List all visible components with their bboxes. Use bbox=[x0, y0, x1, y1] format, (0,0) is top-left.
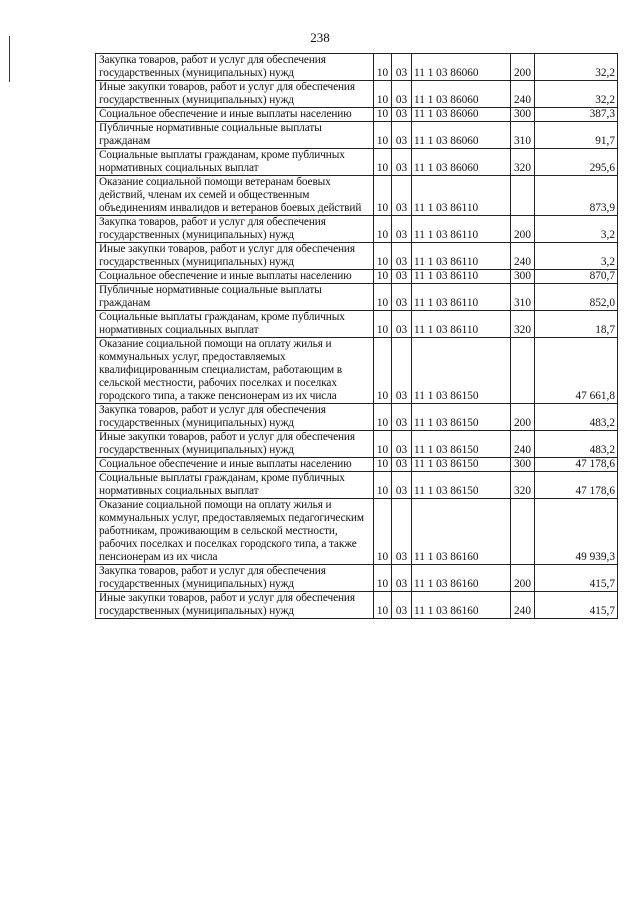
table-row bbox=[96, 592, 618, 619]
target-article-code: 11 1 03 86150 bbox=[412, 338, 511, 404]
expense-name: Социальные выплаты гражданам, кроме публичных нормативных социальных выплат bbox=[96, 149, 374, 176]
table-row bbox=[96, 149, 618, 176]
expense-type-code bbox=[511, 499, 535, 565]
expense-name: Закупка товаров, работ и услуг для обеспечения государственных (муниципальных) нужд bbox=[96, 565, 374, 592]
expense-type-code: 240 bbox=[511, 81, 535, 108]
amount: 870,7 bbox=[535, 270, 618, 284]
subsection-code: 03 bbox=[392, 284, 412, 311]
expense-name: Закупка товаров, работ и услуг для обеспечения государственных (муниципальных) нужд bbox=[96, 216, 374, 243]
amount: 483,2 bbox=[535, 404, 618, 431]
table-row bbox=[96, 243, 618, 270]
expense-name: Иные закупки товаров, работ и услуг для обеспечения государственных (муниципальных) нужд bbox=[96, 592, 374, 619]
section-code: 10 bbox=[374, 54, 392, 81]
table-row bbox=[96, 338, 618, 404]
amount: 415,7 bbox=[535, 592, 618, 619]
target-article-code: 11 1 03 86110 bbox=[412, 311, 511, 338]
expense-type-code: 320 bbox=[511, 149, 535, 176]
expense-type-code: 320 bbox=[511, 472, 535, 499]
section-code: 10 bbox=[374, 176, 392, 216]
amount: 32,2 bbox=[535, 54, 618, 81]
expense-name: Социальное обеспечение и иные выплаты населению bbox=[96, 108, 374, 122]
amount: 483,2 bbox=[535, 431, 618, 458]
amount: 47 178,6 bbox=[535, 458, 618, 472]
target-article-code: 11 1 03 86060 bbox=[412, 122, 511, 149]
subsection-code: 03 bbox=[392, 108, 412, 122]
amount: 18,7 bbox=[535, 311, 618, 338]
subsection-code: 03 bbox=[392, 122, 412, 149]
margin-mark bbox=[9, 36, 10, 82]
section-code: 10 bbox=[374, 592, 392, 619]
expense-type-code: 320 bbox=[511, 311, 535, 338]
target-article-code: 11 1 03 86110 bbox=[412, 176, 511, 216]
target-article-code: 11 1 03 86160 bbox=[412, 592, 511, 619]
section-code: 10 bbox=[374, 311, 392, 338]
subsection-code: 03 bbox=[392, 176, 412, 216]
section-code: 10 bbox=[374, 458, 392, 472]
target-article-code: 11 1 03 86060 bbox=[412, 54, 511, 81]
table-row bbox=[96, 565, 618, 592]
expense-type-code: 310 bbox=[511, 122, 535, 149]
table-row bbox=[96, 54, 618, 81]
target-article-code: 11 1 03 86110 bbox=[412, 270, 511, 284]
expense-type-code: 200 bbox=[511, 565, 535, 592]
expense-type-code: 300 bbox=[511, 458, 535, 472]
expense-name: Закупка товаров, работ и услуг для обеспечения государственных (муниципальных) нужд bbox=[96, 404, 374, 431]
amount: 32,2 bbox=[535, 81, 618, 108]
table-row bbox=[96, 270, 618, 284]
expense-name: Иные закупки товаров, работ и услуг для обеспечения государственных (муниципальных) нужд bbox=[96, 81, 374, 108]
subsection-code: 03 bbox=[392, 149, 412, 176]
target-article-code: 11 1 03 86060 bbox=[412, 81, 511, 108]
expense-type-code: 200 bbox=[511, 54, 535, 81]
section-code: 10 bbox=[374, 81, 392, 108]
table-row bbox=[96, 404, 618, 431]
table-row bbox=[96, 499, 618, 565]
target-article-code: 11 1 03 86110 bbox=[412, 243, 511, 270]
expense-name: Оказание социальной помощи на оплату жилья и коммунальных услуг, предоставляемых квалифицированным специалистам, работающим в сельской местности, рабочих поселках и поселках городского типа, а также пенсионерам из их числа bbox=[96, 338, 374, 404]
amount: 852,0 bbox=[535, 284, 618, 311]
section-code: 10 bbox=[374, 243, 392, 270]
expense-type-code: 300 bbox=[511, 108, 535, 122]
expense-type-code: 240 bbox=[511, 243, 535, 270]
subsection-code: 03 bbox=[392, 499, 412, 565]
subsection-code: 03 bbox=[392, 54, 412, 81]
table-row bbox=[96, 311, 618, 338]
section-code: 10 bbox=[374, 472, 392, 499]
subsection-code: 03 bbox=[392, 404, 412, 431]
amount: 3,2 bbox=[535, 243, 618, 270]
target-article-code: 11 1 03 86150 bbox=[412, 472, 511, 499]
table-row bbox=[96, 216, 618, 243]
expense-name: Социальное обеспечение и иные выплаты населению bbox=[96, 458, 374, 472]
section-code: 10 bbox=[374, 565, 392, 592]
section-code: 10 bbox=[374, 216, 392, 243]
budget-table bbox=[95, 53, 618, 619]
amount: 49 939,3 bbox=[535, 499, 618, 565]
subsection-code: 03 bbox=[392, 458, 412, 472]
target-article-code: 11 1 03 86150 bbox=[412, 431, 511, 458]
section-code: 10 bbox=[374, 431, 392, 458]
expense-name: Социальное обеспечение и иные выплаты населению bbox=[96, 270, 374, 284]
table-row bbox=[96, 122, 618, 149]
section-code: 10 bbox=[374, 499, 392, 565]
subsection-code: 03 bbox=[392, 338, 412, 404]
subsection-code: 03 bbox=[392, 81, 412, 108]
amount: 295,6 bbox=[535, 149, 618, 176]
section-code: 10 bbox=[374, 338, 392, 404]
budget-table-body bbox=[96, 54, 618, 619]
expense-type-code: 240 bbox=[511, 592, 535, 619]
section-code: 10 bbox=[374, 122, 392, 149]
subsection-code: 03 bbox=[392, 270, 412, 284]
target-article-code: 11 1 03 86110 bbox=[412, 284, 511, 311]
expense-type-code bbox=[511, 338, 535, 404]
table-row bbox=[96, 176, 618, 216]
subsection-code: 03 bbox=[392, 565, 412, 592]
expense-name: Социальные выплаты гражданам, кроме публичных нормативных социальных выплат bbox=[96, 311, 374, 338]
table-row bbox=[96, 108, 618, 122]
expense-name: Публичные нормативные социальные выплаты гражданам bbox=[96, 122, 374, 149]
expense-name: Оказание социальной помощи ветеранам боевых действий, членам их семей и общественным объединениям инвалидов и ветеранов боевых действий bbox=[96, 176, 374, 216]
amount: 47 178,6 bbox=[535, 472, 618, 499]
expense-type-code: 240 bbox=[511, 431, 535, 458]
target-article-code: 11 1 03 86150 bbox=[412, 404, 511, 431]
section-code: 10 bbox=[374, 284, 392, 311]
expense-type-code: 300 bbox=[511, 270, 535, 284]
amount: 91,7 bbox=[535, 122, 618, 149]
expense-name: Закупка товаров, работ и услуг для обеспечения государственных (муниципальных) нужд bbox=[96, 54, 374, 81]
table-row bbox=[96, 81, 618, 108]
subsection-code: 03 bbox=[392, 431, 412, 458]
expense-type-code bbox=[511, 176, 535, 216]
subsection-code: 03 bbox=[392, 592, 412, 619]
section-code: 10 bbox=[374, 270, 392, 284]
target-article-code: 11 1 03 86060 bbox=[412, 108, 511, 122]
amount: 47 661,8 bbox=[535, 338, 618, 404]
amount: 873,9 bbox=[535, 176, 618, 216]
page-number: 238 bbox=[310, 30, 330, 45]
expense-type-code: 310 bbox=[511, 284, 535, 311]
subsection-code: 03 bbox=[392, 472, 412, 499]
amount: 415,7 bbox=[535, 565, 618, 592]
expense-name: Публичные нормативные социальные выплаты гражданам bbox=[96, 284, 374, 311]
target-article-code: 11 1 03 86150 bbox=[412, 458, 511, 472]
subsection-code: 03 bbox=[392, 216, 412, 243]
target-article-code: 11 1 03 86060 bbox=[412, 149, 511, 176]
amount: 387,3 bbox=[535, 108, 618, 122]
expense-type-code: 200 bbox=[511, 404, 535, 431]
target-article-code: 11 1 03 86160 bbox=[412, 499, 511, 565]
expense-name: Иные закупки товаров, работ и услуг для обеспечения государственных (муниципальных) нужд bbox=[96, 243, 374, 270]
table-row bbox=[96, 472, 618, 499]
target-article-code: 11 1 03 86110 bbox=[412, 216, 511, 243]
expense-name: Социальные выплаты гражданам, кроме публичных нормативных социальных выплат bbox=[96, 472, 374, 499]
expense-name: Иные закупки товаров, работ и услуг для обеспечения государственных (муниципальных) нужд bbox=[96, 431, 374, 458]
subsection-code: 03 bbox=[392, 311, 412, 338]
subsection-code: 03 bbox=[392, 243, 412, 270]
table-row bbox=[96, 458, 618, 472]
table-row bbox=[96, 284, 618, 311]
section-code: 10 bbox=[374, 149, 392, 176]
section-code: 10 bbox=[374, 404, 392, 431]
target-article-code: 11 1 03 86160 bbox=[412, 565, 511, 592]
table-row bbox=[96, 431, 618, 458]
section-code: 10 bbox=[374, 108, 392, 122]
expense-name: Оказание социальной помощи на оплату жилья и коммунальных услуг, предоставляемых педагогическим работникам, проживающим в сельской местности, рабочих поселках и поселках городского типа, а также пенсионерам из их числа bbox=[96, 499, 374, 565]
expense-type-code: 200 bbox=[511, 216, 535, 243]
amount: 3,2 bbox=[535, 216, 618, 243]
